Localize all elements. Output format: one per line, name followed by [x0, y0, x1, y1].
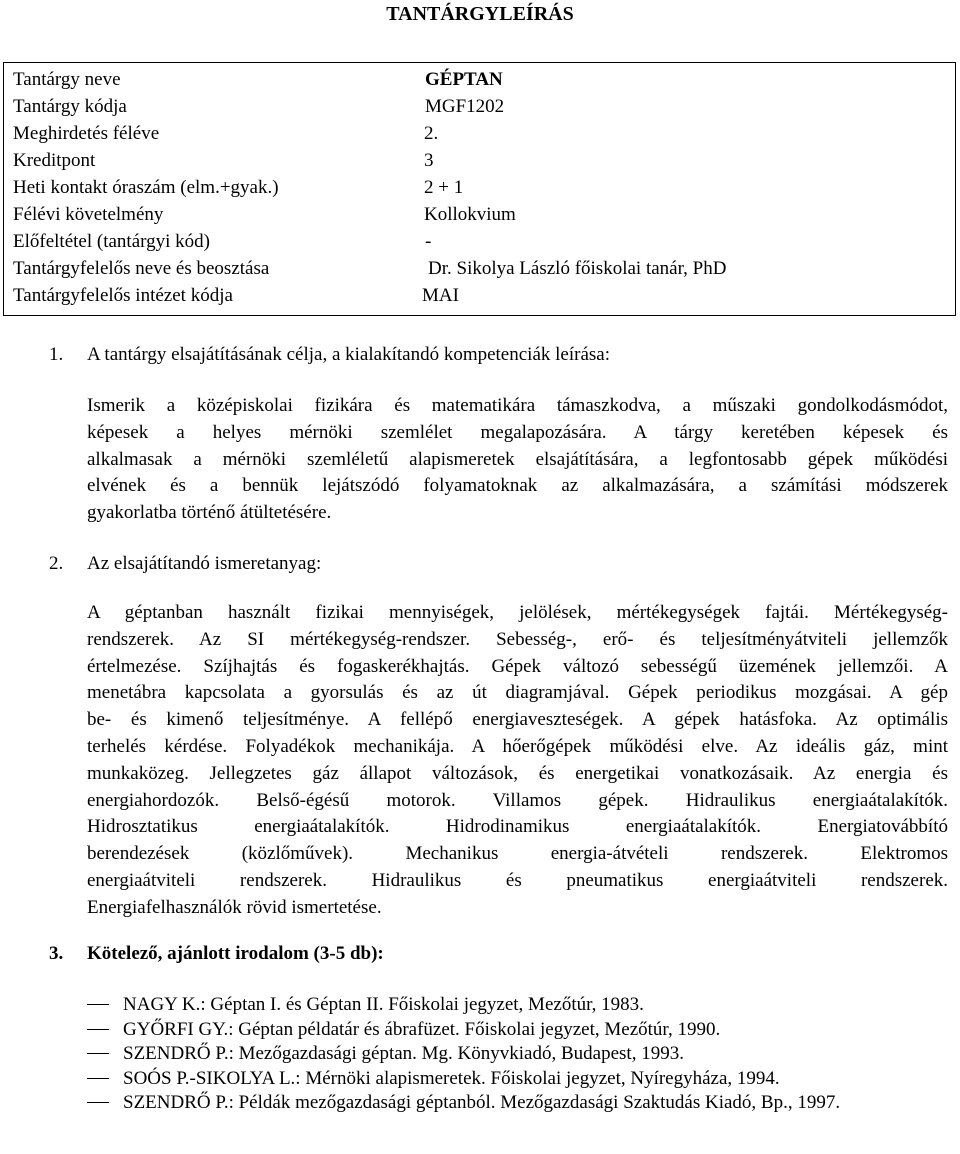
section-1-line: Ismerik a középiskolai fizikára és matematikára támaszkodva, a műszaki gondolkodásmódot,: [87, 395, 948, 416]
section-2-number: 2.: [49, 553, 64, 574]
section-1-title: A tantárgy elsajátításának célja, a kialakítandó kompetenciák leírása:: [87, 344, 610, 365]
reference-item: [87, 1018, 948, 1043]
reference-item: [87, 993, 948, 1018]
reference-text: SZENDRŐ P.: Mezőgazdasági géptan. Mg. Könyvkiadó, Budapest, 1993.: [123, 1043, 684, 1064]
section-1-line: elvének és a bennük lejátszódó folyamatoknak az alkalmazására, a számítási módszerek: [87, 475, 948, 497]
reference-text: GYŐRFI GY.: Géptan példatár és ábrafüzet. Főiskolai jegyzet, Mezőtúr, 1990.: [123, 1018, 721, 1040]
section-2-line: értelmezése. Szíjhajtás és fogaskerékhajtás. Gépek változó sebességű üzemének jellemzői. A: [87, 655, 948, 677]
reference-text: SZENDRŐ P.: Példák mezőgazdasági géptanból. Mezőgazdasági Szaktudás Kiadó, Bp., 1997.: [123, 1092, 841, 1113]
section-2-title: Az elsajátítandó ismeretanyag:: [87, 553, 322, 574]
semester-value: 2.: [424, 123, 439, 144]
hours-label: Heti kontakt óraszám (elm.+gyak.): [13, 177, 279, 198]
credit-value: 3: [424, 150, 434, 171]
institute-label: Tantárgyfelelős intézet kódja: [13, 285, 233, 306]
responsible-value: Dr. Sikolya László főiskolai tanár, PhD: [428, 258, 727, 279]
hours-value: 2 + 1: [424, 177, 464, 198]
prerequisite-value: -: [425, 231, 432, 252]
dash-bullet-icon: [87, 1004, 109, 1005]
section-1-line: gyakorlatba történő átültetésére.: [87, 502, 332, 524]
section-1-body: [87, 393, 948, 527]
dash-bullet-icon: [87, 1102, 109, 1103]
section-2-line: terhelés kérdése. Folyadékok mechanikája. A hőerőgépek működési elve. Az ideális gáz, mint: [87, 735, 948, 757]
subject-name-value: GÉPTAN: [425, 69, 503, 90]
section-2-line: be- és kimenő teljesítménye. A fellépő energiaveszteségek. A gépek hatásfoka. Az optimális: [87, 709, 948, 731]
section-3-number: 3.: [49, 943, 64, 964]
section-2-line: munkaközeg. Jellegzetes gáz állapot változások, és energetikai vonatkozásaik. Az energia és: [87, 762, 948, 784]
section-1-number: 1.: [49, 344, 64, 365]
dash-bullet-icon: [87, 1078, 109, 1079]
section-1-line: képesek a helyes mérnöki szemlélet megalapozására. A tárgy keretében képesek és: [87, 421, 948, 443]
section-2-line: berendezések (közlőművek). Mechanikus energia-átvételi rendszerek. Elektromos: [87, 843, 948, 865]
section-2-line: Energiafelhasználók rövid ismertetése.: [87, 896, 382, 918]
requirement-label: Félévi követelmény: [13, 204, 164, 225]
reference-list: [87, 993, 948, 1140]
subject-code-value: MGF1202: [425, 96, 505, 117]
semester-label: Meghirdetés féléve: [13, 123, 160, 144]
section-2-line: energiahordozók. Belső-égésű motorok. Villamos gépek. Hidraulikus energiaátalakítók.: [87, 789, 948, 811]
section-2-line: rendszerek. Az SI mértékegység-rendszer. Sebesség-, erő- és teljesítményátviteli jellemzők: [87, 628, 948, 650]
institute-value: MAI: [422, 285, 459, 306]
prerequisite-label: Előfeltétel (tantárgyi kód): [13, 231, 210, 252]
section-1-line: alkalmasak a mérnöki szemléletű alapismeretek elsajátítására, a legfontosabb gépek működési: [87, 448, 948, 470]
credit-label: Kreditpont: [13, 150, 96, 171]
reference-item: [87, 1042, 948, 1067]
dash-bullet-icon: [87, 1053, 109, 1054]
requirement-value: Kollokvium: [424, 204, 516, 225]
reference-item: [87, 1067, 948, 1092]
reference-item: [87, 1091, 948, 1140]
reference-text: NAGY K.: Géptan I. és Géptan II. Főiskolai jegyzet, Mezőtúr, 1983.: [123, 994, 644, 1015]
section-2-line: energiaátviteli rendszerek. Hidraulikus és pneumatikus energiaátviteli rendszerek.: [87, 869, 948, 891]
section-2-line: Hidrosztatikus energiaátalakítók. Hidrodinamikus energiaátalakítók. Energiatovábbító: [87, 816, 948, 838]
reference-text: SOÓS P.-SIKOLYA L.: Mérnöki alapismeretek. Főiskolai jegyzet, Nyíregyháza, 1994.: [123, 1067, 780, 1089]
responsible-label: Tantárgyfelelős neve és beosztása: [13, 258, 270, 279]
section-2-line: menetábra kapcsolata a gyorsulás és az út diagramjával. Gépek periodikus mozgásai. A gép: [87, 682, 948, 704]
subject-name-label: Tantárgy neve: [13, 69, 121, 90]
dash-bullet-icon: [87, 1029, 109, 1030]
section-2-line: A géptanban használt fizikai mennyiségek, jelölések, mértékegységek fajtái. Mértékegység-: [87, 602, 948, 623]
document-title: TANTÁRGYLEÍRÁS: [386, 3, 574, 25]
subject-info-table: [3, 62, 956, 316]
subject-code-label: Tantárgy kódja: [13, 96, 127, 117]
section-3-title: Kötelező, ajánlott irodalom (3-5 db):: [87, 943, 384, 964]
section-2-body: [87, 600, 948, 922]
